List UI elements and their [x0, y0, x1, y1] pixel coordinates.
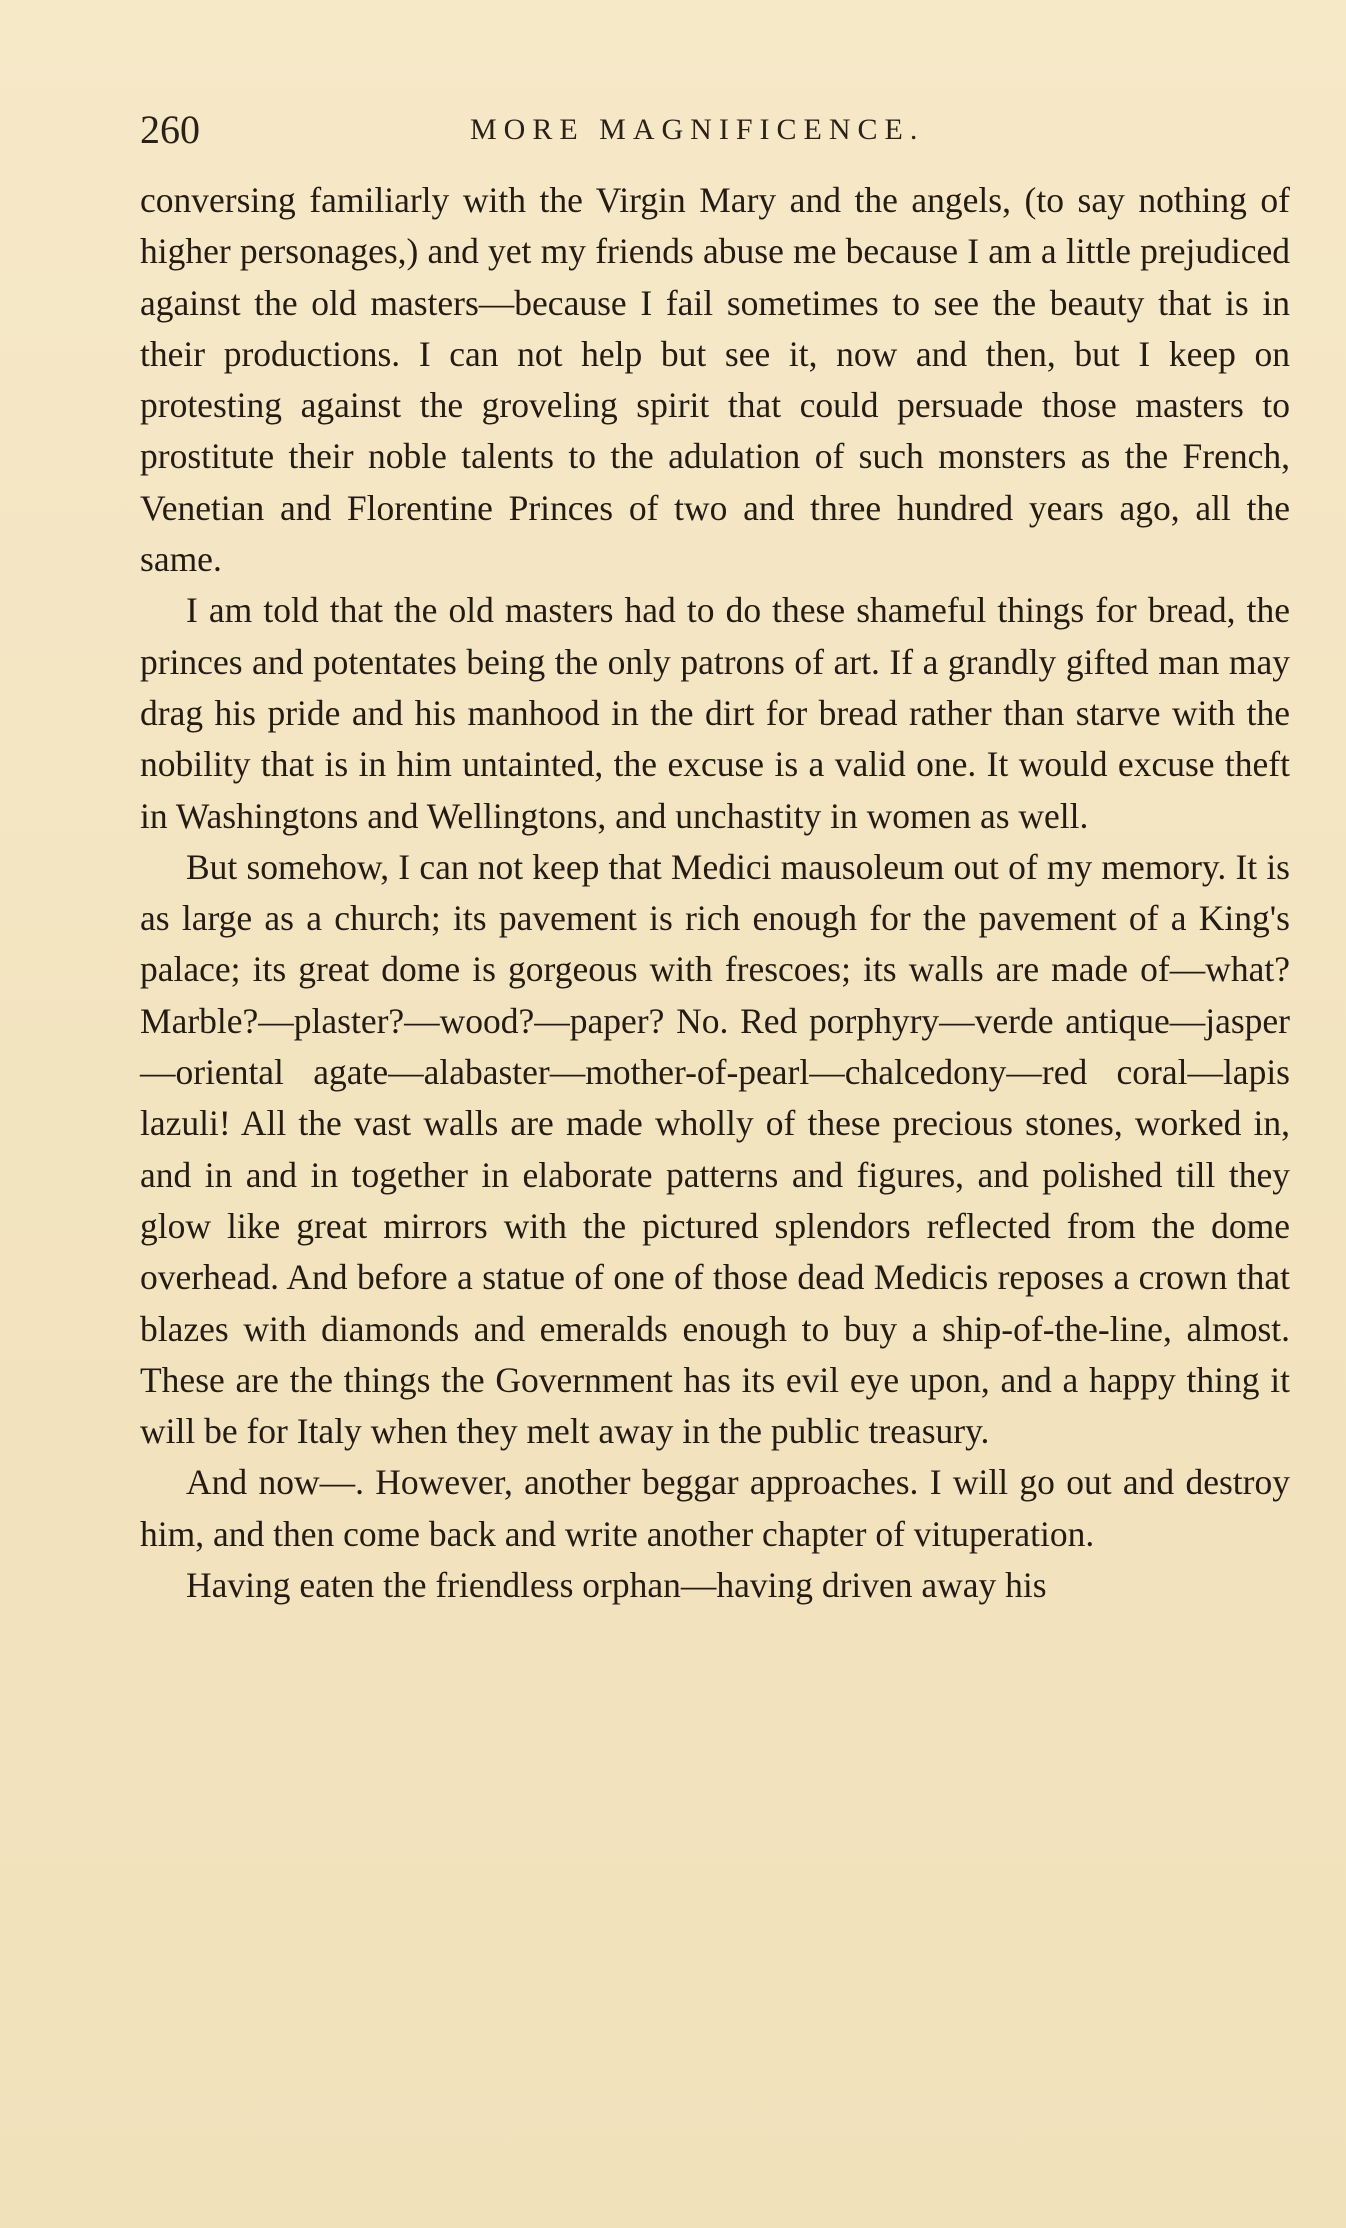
paragraph: I am told that the old masters had to do these shameful things for bread, the princes and potentates being the only patrons of art. If a grandly gifted man may drag his pride and his manhood in the dirt for bread rather than starve with the nobility that is in him untainted, the excuse is a valid one. It would excuse theft in Washingtons and Wellingtons, and unchastity in women as well.	[140, 590, 1290, 836]
running-head: MORE MAGNIFICENCE.	[470, 113, 925, 146]
body-text	[140, 175, 1290, 1611]
page-header	[140, 100, 1290, 160]
paragraph: Having eaten the friendless orphan—having driven away his	[186, 1565, 1047, 1606]
page-number: 260	[140, 107, 200, 152]
paragraph: And now—. However, another beggar approaches. I will go out and destroy him, and then come back and write another chapter of vituperation.	[140, 1462, 1290, 1554]
paragraph: But somehow, I can not keep that Medici mausoleum out of my memory. It is as large as a church; its pavement is rich enough for the pavement of a King's palace; its great dome is gorgeous with frescoes; its walls are made of—what? Marble?—plaster?—wood?—paper? No. Red porphyry—verde antique—jasper—oriental agate—alabaster—mother-of-pearl—chalcedony—red coral—lapis lazuli! All the vast walls are made wholly of these precious stones, worked in, and in and in together in elaborate patterns and figures, and polished till they glow like great mirrors with the pictured splendors reflected from the dome overhead. And before a statue of one of those dead Medicis reposes a crown that blazes with diamonds and emeralds enough to buy a ship-of-the-line, almost. These are the things the Government has its evil eye upon, and a happy thing it will be for Italy when they melt away in the public treasury.	[140, 846, 1290, 1452]
paragraph-continuation: conversing familiarly with the Virgin Mary and the angels, (to say nothing of higher personages,) and yet my friends abuse me because I am a little prejudiced against the old masters—because I fail sometimes to see the beauty that is in their productions. I can not help but see it, now and then, but I keep on protesting against the groveling spirit that could persuade those masters to prostitute their noble talents to the adulation of such monsters as the French, Venetian and Florentine Princes of two and three hundred years ago, all the same.	[140, 180, 1290, 580]
